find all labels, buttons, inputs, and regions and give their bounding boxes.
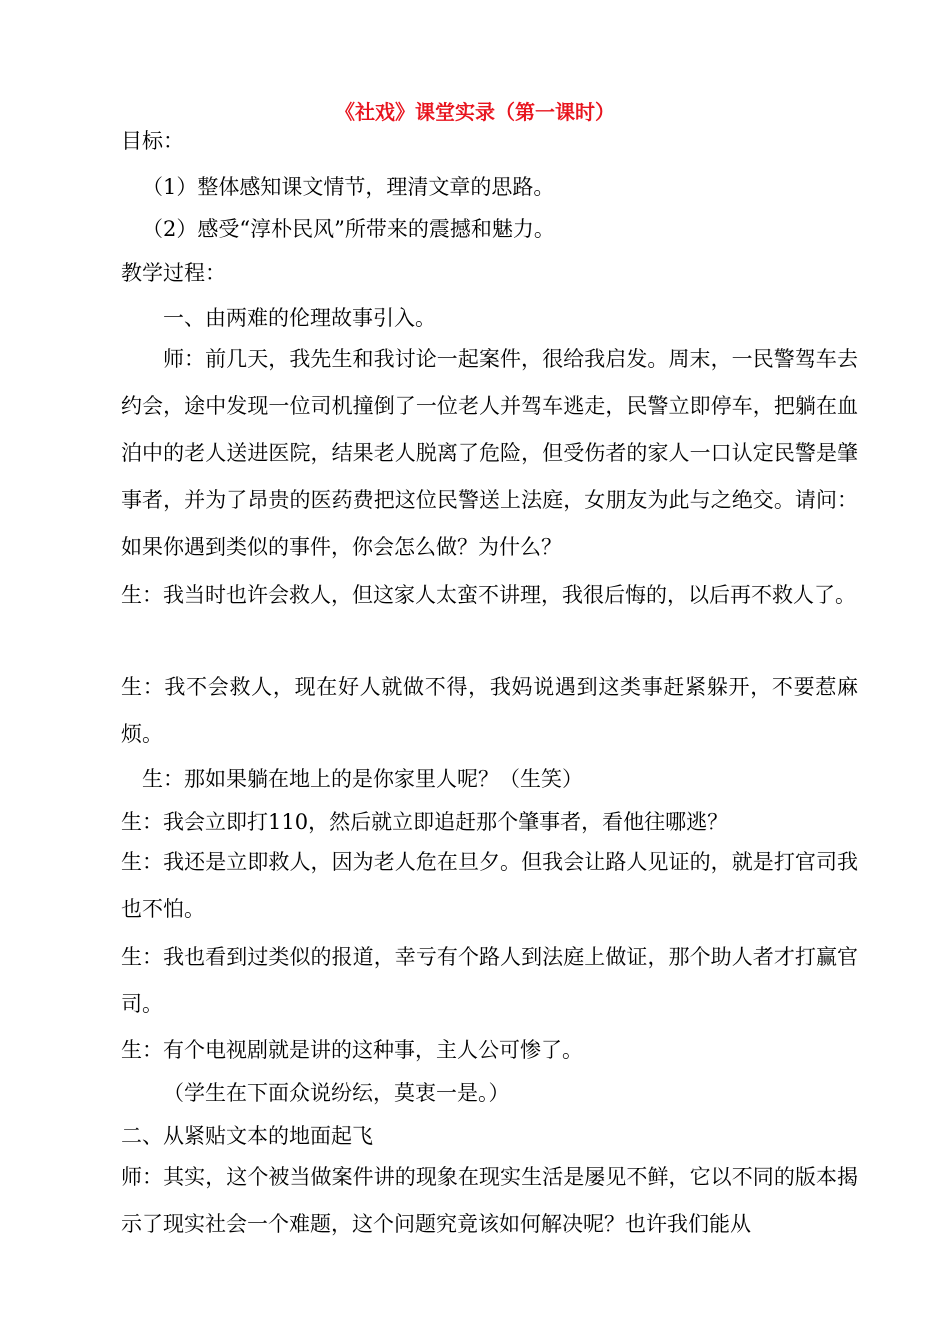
student-paragraph-6: 生：我也看到过类似的报道，幸亏有个路人到法庭上做证，那个助人者才打赢官司。	[121, 945, 858, 1016]
student-paragraph-1: 生：我当时也许会救人，但这家人太蛮不讲理，我很后悔的，以后再不救人了。	[121, 583, 856, 607]
student-paragraph-3: 生：那如果躺在地上的是你家里人呢？（生笑）	[142, 767, 583, 791]
student-paragraph-2: 生：我不会救人，现在好人就做不得，我妈说遇到这类事赶紧躲开，不要惹麻烦。	[121, 675, 858, 746]
student-paragraph-5: 生：我还是立即救人，因为老人危在旦夕。但我会让路人见证的，就是打官司我也不怕。	[121, 850, 858, 921]
teacher-paragraph-2: 师：其实，这个被当做案件讲的现象在现实生活是屡见不鲜，它以不同的版本揭示了现实社会一个难题，这个问题究竟该如何解决呢？也许我们能从	[121, 1165, 858, 1236]
goal-item-1: （1）整体感知课文情节，理清文章的思路。	[142, 175, 555, 199]
process-heading: 教学过程：	[121, 261, 226, 285]
section-heading-2: 二、从紧贴文本的地面起飞	[121, 1124, 373, 1148]
document-title: 《社戏》课堂实录（第一课时）	[335, 100, 615, 124]
teacher-paragraph-1: 师：前几天，我先生和我讨论一起案件，很给我启发。周末，一民警驾车去约会，途中发现一位司机撞倒了一位老人并驾车逃走，民警立即停车，把躺在血泊中的老人送进医院，结果老人脱离了危险，但受伤者的家人一口认定民警是肇事者，并为了昂贵的医药费把这位民警送上法庭，女朋友为此与之绝交。请问：如果你遇到类似的事件，你会怎么做？为什么？	[121, 347, 858, 559]
section-heading-1: 一、由两难的伦理故事引入。	[163, 306, 436, 330]
class-note: （学生在下面众说纷纭，莫衷一是。）	[163, 1081, 510, 1105]
student-paragraph-4: 生：我会立即打110，然后就立即追赶那个肇事者，看他往哪逃？	[121, 810, 729, 834]
goal-heading: 目标：	[121, 129, 184, 153]
goal-item-2: （2）感受“淳朴民风”所带来的震撼和魅力。	[142, 217, 555, 241]
student-paragraph-7: 生：有个电视剧就是讲的这种事，主人公可惨了。	[121, 1038, 583, 1062]
